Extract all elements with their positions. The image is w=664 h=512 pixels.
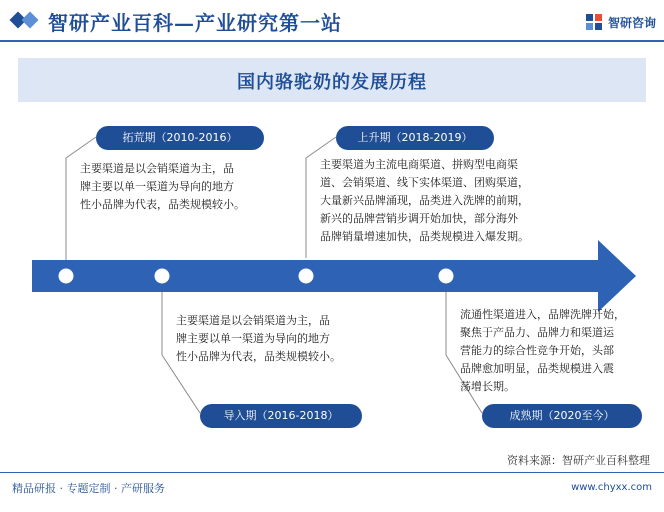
diagram-title: 国内骆驼奶的发展历程 bbox=[237, 72, 427, 93]
desc-line: 新兴的品牌营销步调开始加快，部分海外 bbox=[320, 212, 518, 225]
footer-url[interactable]: www.chyxx.com bbox=[571, 482, 652, 493]
desc-line: 荡增长期。 bbox=[460, 380, 515, 393]
desc-line: 道、会销渠道、线下实体渠道、团购渠道， bbox=[320, 176, 529, 189]
desc-line: 牌主要以单一渠道为导向的地方 bbox=[80, 180, 234, 193]
desc-line: 品牌愈加明显，品类规模进入震 bbox=[460, 362, 614, 375]
desc-line: 主要渠道是以会销渠道为主，品 bbox=[176, 314, 330, 327]
stage-desc-2 bbox=[176, 312, 366, 366]
footer-services: 精品研报 · 专题定制 · 产研服务 bbox=[12, 482, 165, 495]
stage-dot-3 bbox=[299, 269, 314, 284]
timeline-arrow bbox=[32, 240, 636, 312]
desc-line: 牌主要以单一渠道为导向的地方 bbox=[176, 332, 330, 345]
desc-line: 主要渠道为主流电商渠道、拼购型电商渠 bbox=[320, 158, 518, 171]
desc-line: 营能力的综合性竞争开始，头部 bbox=[460, 344, 614, 357]
stage-label-2: 导入期（2016-2018） bbox=[200, 404, 362, 428]
stage-dot-4 bbox=[439, 269, 454, 284]
desc-line: 大量新兴品牌涌现，品类进入洗牌的前期， bbox=[320, 194, 529, 207]
stage-desc-4 bbox=[460, 306, 656, 396]
footer-divider bbox=[0, 472, 664, 473]
stage-dot-1 bbox=[59, 269, 74, 284]
stage-label-4: 成熟期（2020至今） bbox=[482, 404, 642, 428]
desc-line: 聚焦于产品力、品牌力和渠道运 bbox=[460, 326, 614, 339]
stage-label-3: 上升期（2018-2019） bbox=[336, 126, 494, 150]
brand-name: 智研咨询 bbox=[607, 15, 656, 30]
desc-line: 主要渠道是以会销渠道为主，品 bbox=[80, 162, 234, 175]
header-title: 智研产业百科—产业研究第一站 bbox=[48, 11, 342, 35]
stage-dot-2 bbox=[155, 269, 170, 284]
desc-line: 流通性渠道进入，品牌洗牌开始， bbox=[460, 308, 625, 321]
desc-line: 性小品牌为代表，品类规模较小。 bbox=[80, 198, 245, 211]
source-note: 资料来源：智研产业百科整理 bbox=[507, 454, 650, 467]
stage-label-1: 拓荒期（2010-2016） bbox=[96, 126, 264, 150]
stage-desc-3 bbox=[320, 156, 560, 246]
stage-desc-1 bbox=[80, 160, 270, 214]
desc-line: 品牌销量增速加快，品类规模进入爆发期。 bbox=[320, 230, 529, 243]
desc-line: 性小品牌为代表，品类规模较小。 bbox=[176, 350, 341, 363]
